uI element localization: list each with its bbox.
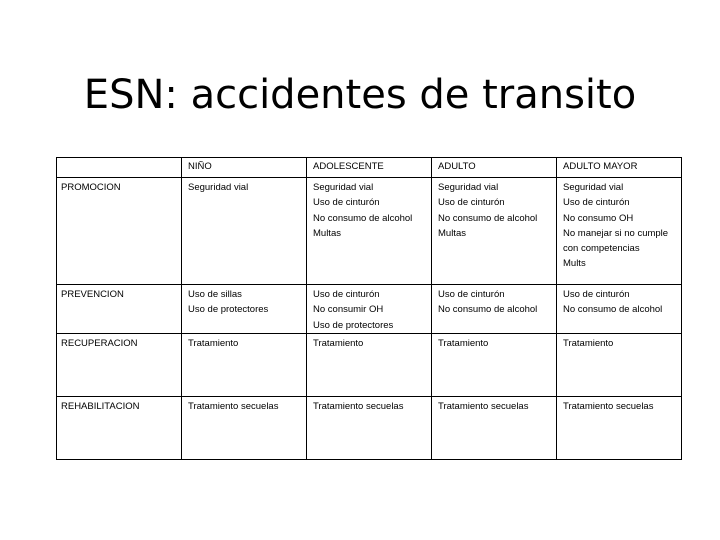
cell-line: Uso de cinturón — [438, 289, 505, 300]
table-cell — [432, 397, 557, 460]
cell-line: con competencias — [563, 243, 640, 255]
cell-line: No consumo OH — [563, 212, 634, 224]
table-cell — [432, 285, 557, 334]
table-row — [57, 334, 682, 397]
cell-line: Uso de cinturón — [563, 197, 630, 209]
cell-line: Tratamiento secuelas — [563, 401, 654, 412]
header-cell-adolescente: ADOLESCENTE — [307, 158, 432, 178]
cell-line: Tratamiento — [313, 338, 364, 349]
cell-line: Tratamiento — [438, 338, 489, 349]
cell-line: Tratamiento — [188, 338, 239, 349]
cell-line: Uso de protectores — [188, 304, 269, 316]
cell-line: Uso de cinturón — [563, 289, 630, 300]
cell-line: No consumo de alcohol — [438, 212, 538, 224]
esn-table — [56, 157, 682, 460]
cell-line: Tratamiento — [563, 338, 614, 349]
cell-line: Uso de cinturón — [313, 197, 380, 209]
table-cell — [432, 178, 557, 285]
slide-title: ESN: accidentes de transito — [83, 71, 637, 118]
cell-line: Multas — [438, 227, 466, 239]
table-row — [57, 285, 682, 334]
cell-line: Tratamiento secuelas — [438, 401, 529, 412]
cell-line: Seguridad vial — [188, 182, 249, 193]
table-row — [57, 397, 682, 460]
table-cell — [557, 397, 682, 460]
cell-line: No consumir OH — [313, 304, 384, 316]
cell-line: Uso de protectores — [313, 319, 394, 331]
cell-line: No consumo de alcohol — [563, 304, 663, 316]
cell-line: Seguridad vial — [563, 182, 624, 193]
cell-line: Tratamiento secuelas — [313, 401, 404, 412]
cell-line: Uso de cinturón — [313, 289, 380, 300]
cell-line: Seguridad vial — [438, 182, 499, 193]
cell-line: Mults — [563, 258, 586, 270]
table-cell — [307, 178, 432, 285]
cell-line: Multas — [313, 227, 341, 239]
table-cell — [307, 397, 432, 460]
header-cell-nino: NIÑO — [182, 158, 307, 178]
header-cell-adulto: ADULTO — [432, 158, 557, 178]
table-cell — [557, 285, 682, 334]
cell-line: No consumo de alcohol — [313, 212, 413, 224]
header-cell-corner — [57, 158, 182, 178]
row-label: PROMOCION — [57, 178, 182, 285]
row-label: RECUPERACION — [57, 334, 182, 397]
table-cell — [182, 334, 307, 397]
table-cell — [307, 334, 432, 397]
cell-line: Uso de cinturón — [438, 197, 505, 209]
table-cell — [307, 285, 432, 334]
table-cell — [182, 285, 307, 334]
row-label: REHABILITACION — [57, 397, 182, 460]
table-cell — [557, 178, 682, 285]
cell-line: Uso de sillas — [188, 289, 242, 300]
table-row — [57, 178, 682, 285]
cell-line: Tratamiento secuelas — [188, 401, 279, 412]
table-cell — [557, 334, 682, 397]
table-cell — [182, 178, 307, 285]
cell-line: Seguridad vial — [313, 182, 374, 193]
cell-line: No manejar si no cumple — [563, 227, 669, 239]
row-label: PREVENCION — [57, 285, 182, 334]
table-cell — [182, 397, 307, 460]
cell-line: No consumo de alcohol — [438, 304, 538, 316]
table-header-row — [57, 158, 682, 178]
table-cell — [432, 334, 557, 397]
header-cell-adulto-mayor: ADULTO MAYOR — [557, 158, 682, 178]
